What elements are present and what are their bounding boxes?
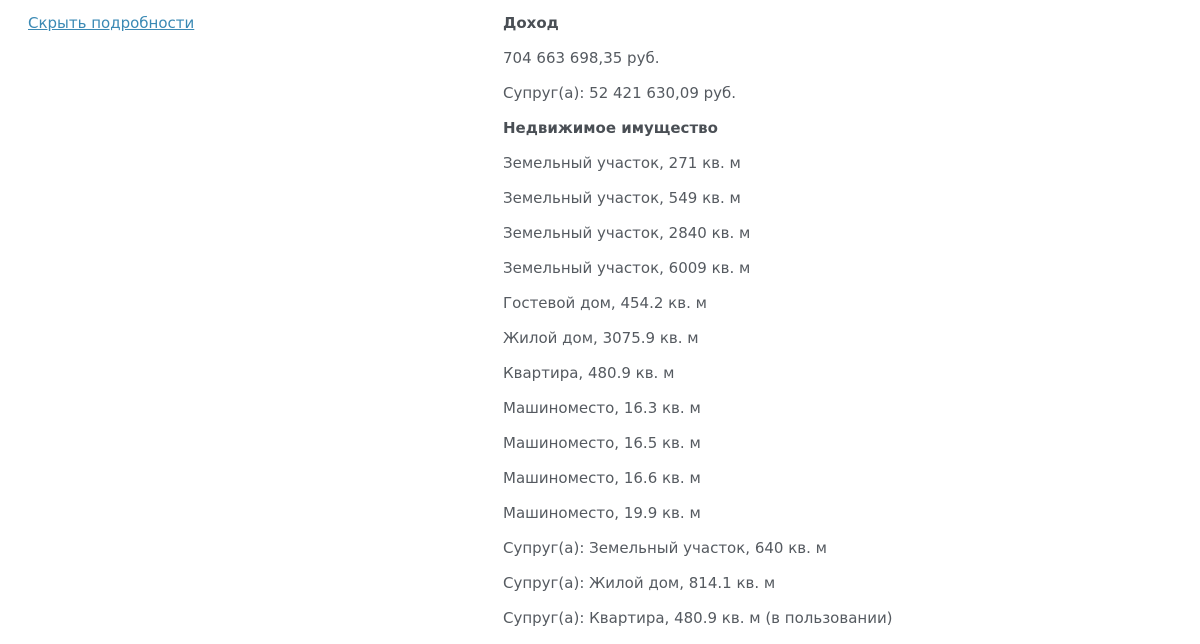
- real-estate-heading: Недвижимое имущество: [503, 119, 718, 137]
- hide-details-link[interactable]: Скрыть подробности: [28, 14, 195, 32]
- real-estate-item: Земельный участок, 271 кв. м: [503, 154, 741, 172]
- real-estate-item: Земельный участок, 2840 кв. м: [503, 224, 751, 242]
- income-item: Супруг(а): 52 421 630,09 руб.: [503, 84, 737, 102]
- real-estate-item: Машиноместо, 16.3 кв. м: [503, 399, 701, 417]
- income-section: [503, 0, 1183, 105]
- income-heading: Доход: [503, 14, 559, 32]
- real-estate-item: Машиноместо, 19.9 кв. м: [503, 504, 701, 522]
- real-estate-item: Супруг(а): Земельный участок, 640 кв. м: [503, 539, 827, 557]
- real-estate-item: Жилой дом, 3075.9 кв. м: [503, 329, 699, 347]
- real-estate-item: Квартира, 480.9 кв. м: [503, 364, 675, 382]
- real-estate-item: Гостевой дом, 454.2 кв. м: [503, 294, 707, 312]
- real-estate-item: Земельный участок, 549 кв. м: [503, 189, 741, 207]
- income-item: 704 663 698,35 руб.: [503, 49, 660, 67]
- real-estate-item: Земельный участок, 6009 кв. м: [503, 259, 751, 277]
- declaration-details: [503, 0, 1183, 630]
- real-estate-item: Супруг(а): Жилой дом, 814.1 кв. м: [503, 574, 776, 592]
- real-estate-item: Супруг(а): Квартира, 480.9 кв. м (в пользовании): [503, 609, 893, 627]
- real-estate-section: [503, 105, 1183, 630]
- real-estate-item: Машиноместо, 16.6 кв. м: [503, 469, 701, 487]
- real-estate-item: Машиноместо, 16.5 кв. м: [503, 434, 701, 452]
